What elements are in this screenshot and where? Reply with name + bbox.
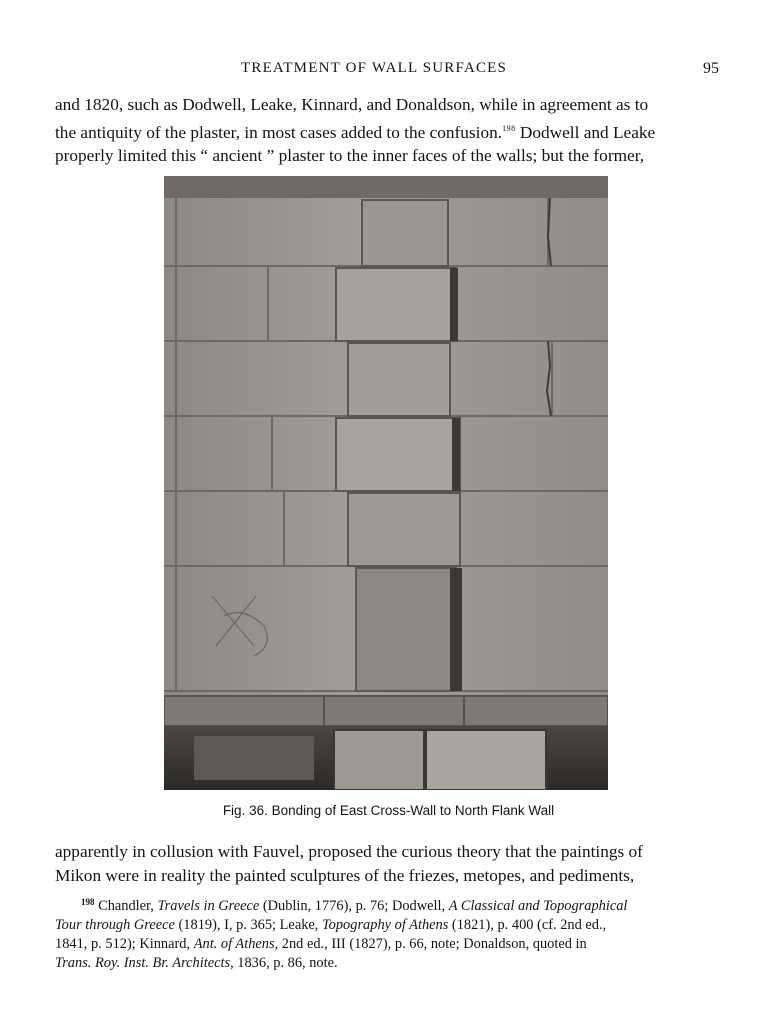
book-title: Travels in Greece [157, 898, 260, 914]
paragraph-bottom [55, 840, 721, 887]
text-line: and 1820, such as Dodwell, Leake, Kinnard, and Donaldson, while in agreement as to [55, 95, 649, 114]
text-segment: the antiquity of the plaster, in most cases added to the confusion. [55, 122, 503, 142]
text-segment: 2nd ed., III (1827), p. 66, note; Donaldson, quoted in [278, 936, 587, 952]
book-title: Tour through Greece [55, 917, 175, 933]
footnote-reference: 198 [502, 123, 516, 133]
book-title: Trans. Roy. Inst. Br. Architects, [55, 955, 234, 971]
text-line: properly limited this “ ancient ” plaster to the inner faces of the walls; but the former, [55, 146, 645, 165]
footnote-line [55, 916, 721, 935]
text-segment: (1819), I, p. 365; Leake, [174, 917, 322, 933]
text-segment: 1836, p. 86, note. [233, 955, 338, 971]
text-segment: (1821), p. 400 (cf. 2nd ed., [448, 917, 607, 933]
figure-photograph [164, 176, 608, 790]
paragraph-top [55, 93, 721, 168]
text-segment: Chandler, [94, 898, 158, 914]
wall-photo-illustration [164, 176, 608, 790]
text-segment: (Dublin, 1776), p. 76; Dodwell, [259, 898, 449, 914]
book-title: Ant. of Athens, [193, 936, 279, 952]
footnote-line [55, 954, 721, 973]
footnote-line [55, 893, 721, 916]
figure-caption: Fig. 36. Bonding of East Cross-Wall to North Flank Wall [222, 803, 555, 818]
text-segment: 1841, p. 512); Kinnard, [55, 936, 194, 952]
running-head [0, 60, 777, 82]
text-line: apparently in collusion with Fauvel, proposed the curious theory that the paintings of [55, 842, 643, 861]
running-title: TREATMENT OF WALL SURFACES [241, 60, 508, 76]
page-number: 95 [703, 60, 719, 77]
text-line [55, 117, 721, 145]
footnote-number: 198 [81, 897, 95, 907]
footnote-line [55, 935, 721, 954]
text-segment: Dodwell and Leake [515, 122, 656, 142]
book-title: Topography of Athens [321, 917, 449, 933]
book-title: A Classical and Topographical [448, 898, 628, 914]
footnote [55, 893, 721, 973]
text-line: Mikon were in reality the painted sculptures of the friezes, metopes, and pediments, [55, 865, 635, 885]
